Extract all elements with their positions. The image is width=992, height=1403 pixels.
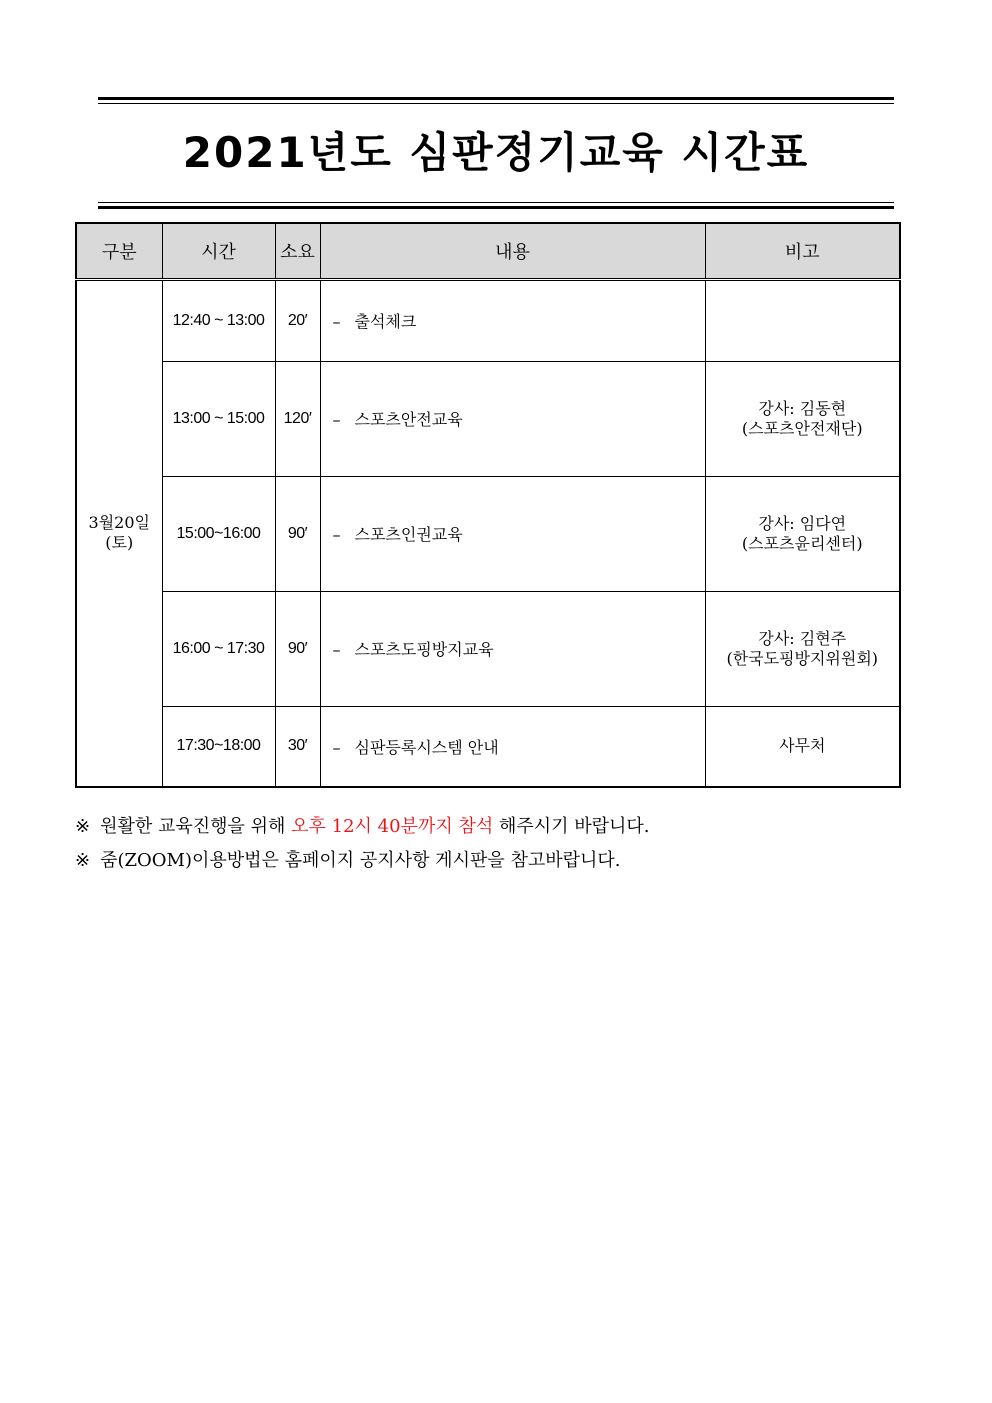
weekday-text: (토) [105,533,134,553]
content-text: 스포츠안전교육 [354,410,463,429]
schedule-table [75,222,901,788]
table-header-row [76,223,900,279]
time-cell: 13:00 ~ 15:00 [162,361,275,476]
header-content: 내용 [320,223,705,279]
header-note: 비고 [705,223,900,279]
note-line-1: 사무처 [779,736,826,756]
note-line-1: 강사: 김현주 [758,628,847,648]
reference-mark: ※ [75,816,91,837]
content-cell [320,361,705,476]
duration-cell: 30′ [275,706,320,787]
content-text: 스포츠도핑방지교육 [354,640,494,659]
duration-cell: 90′ [275,476,320,591]
note-cell [705,706,900,787]
notice-highlight: 오후 12시 40분까지 참석 [291,816,494,837]
notice-text-after: 해주시기 바랍니다. [493,816,650,837]
header-time: 시간 [162,223,275,279]
dash-bullet: – [332,312,341,331]
dash-bullet: – [332,640,341,659]
duration-cell: 90′ [275,591,320,706]
duration-cell: 20′ [275,279,320,361]
note-cell [705,361,900,476]
table-row [76,279,900,361]
note-line-1: 강사: 김동현 [758,398,847,418]
content-cell [320,591,705,706]
table-row [76,361,900,476]
content-cell [320,476,705,591]
reference-mark: ※ [75,850,91,871]
time-cell: 15:00~16:00 [162,476,275,591]
table-row [76,706,900,787]
notice-zoom-text: 줌(ZOOM)이용방법은 홈페이지 공지사항 게시판을 참고바랍니다. [100,850,621,871]
notice-attendance [75,810,905,844]
note-cell [705,591,900,706]
note-line-2: (스포츠윤리센터) [741,533,863,553]
content-text: 심판등록시스템 안내 [354,737,499,757]
note-line-1: 강사: 임다연 [758,513,847,533]
date-text: 3월20일 [88,513,150,533]
dash-bullet: – [332,525,341,544]
table-row [76,476,900,591]
duration-cell: 120′ [275,361,320,476]
time-cell: 16:00 ~ 17:30 [162,591,275,706]
notes-section [75,810,905,878]
time-cell: 17:30~18:00 [162,706,275,787]
note-line-2: (한국도핑방지위원회) [726,648,879,668]
page-title: 2021년도 심판정기교육 시간표 [182,128,810,177]
note-line-2: (스포츠안전재단) [741,418,863,438]
content-text: 스포츠인권교육 [354,525,463,544]
content-cell [320,706,705,787]
notice-text-before: 원활한 교육진행을 위해 [100,816,292,837]
notice-zoom [75,844,905,878]
title-top-rule [98,97,894,100]
title-bottom-rule [98,206,894,209]
date-cell [76,279,162,787]
content-cell [320,279,705,361]
dash-bullet: – [332,737,341,757]
dash-bullet: – [332,410,341,429]
time-cell: 12:40 ~ 13:00 [162,279,275,361]
header-duration: 소요 [275,223,320,279]
note-cell [705,279,900,361]
title-top-rule-thin [98,103,894,104]
header-category: 구분 [76,223,162,279]
note-cell [705,476,900,591]
title-bottom-rule-thin [98,202,894,203]
content-text: 출석체크 [354,312,417,331]
table-row [76,591,900,706]
